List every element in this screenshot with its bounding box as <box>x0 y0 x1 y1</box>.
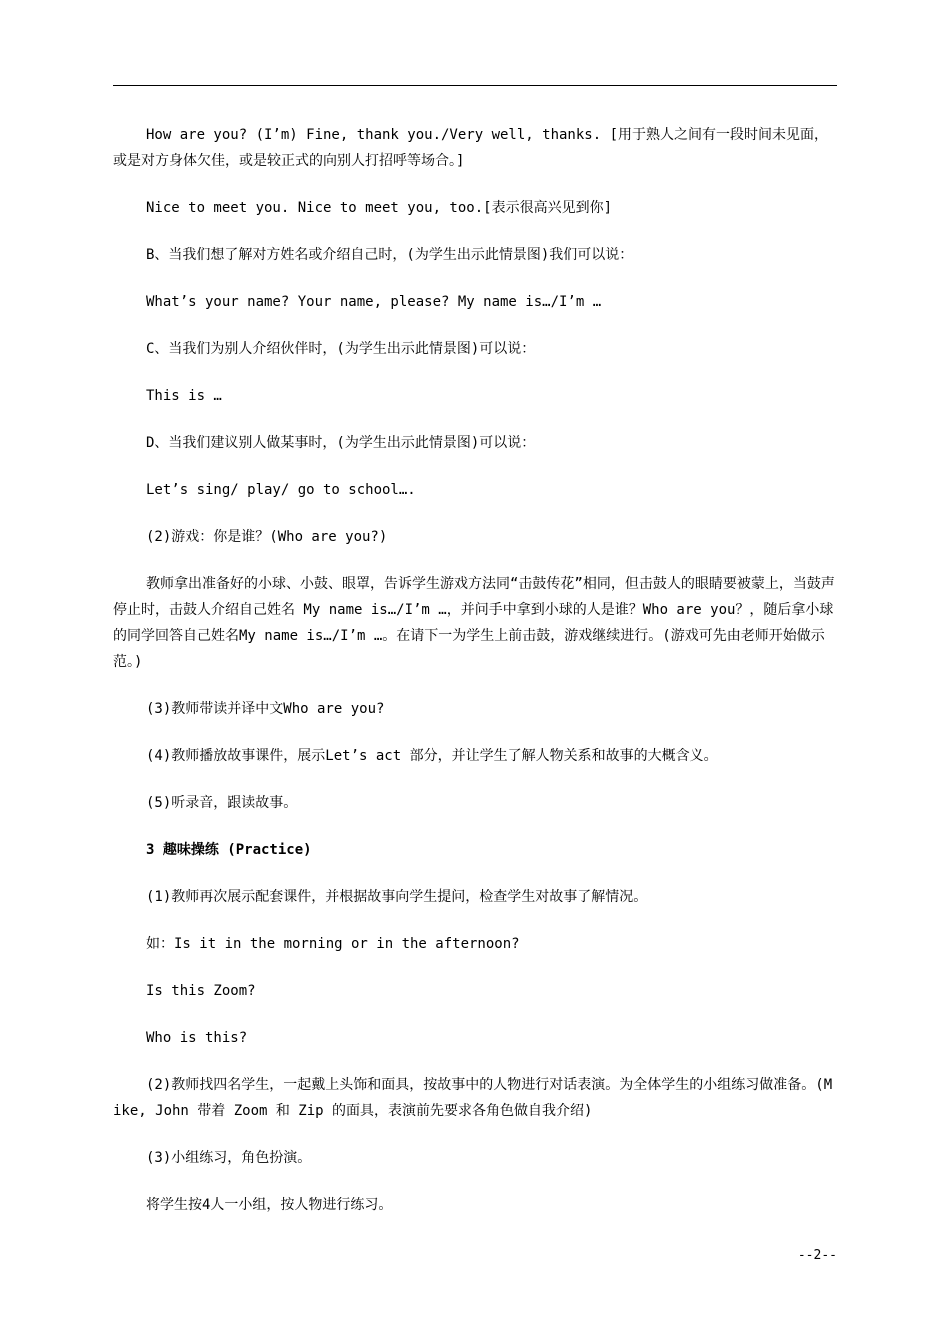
paragraph-this-is: This is … <box>146 388 222 404</box>
paragraph-whats-your-name: What’s your name? Your name, please? My name is…/I’m … <box>146 294 602 310</box>
paragraph-game-title: (2)游戏：你是谁？(Who are you?) <box>146 529 388 545</box>
paragraph-group-practice: 将学生按4人一小组，按人物进行练习。 <box>146 1197 393 1213</box>
paragraph-step-4: (4)教师播放故事课件，展示Let’s act 部分，并让学生了解人物关系和故事的大概含义。 <box>146 748 718 764</box>
paragraph-section-d: D、当我们建议别人做某事时，(为学生出示此情景图)可以说： <box>146 435 536 451</box>
document-body <box>113 122 837 1218</box>
paragraph-practice-2: (2)教师找四名学生，一起戴上头饰和面具，按故事中的人物进行对话表演。为全体学生的小组练习做准备。(Mike, John 带着 Zoom 和 Zip 的面具，表演前先要求各角色做自我介绍) <box>113 1077 833 1119</box>
paragraph-question-who: Who is this? <box>146 1030 248 1046</box>
paragraph-section-c: C、当我们为别人介绍伙伴时，(为学生出示此情景图)可以说： <box>146 341 536 357</box>
header-rule <box>113 85 837 86</box>
paragraph-lets-sing: Let’s sing/ play/ go to school…. <box>146 482 416 498</box>
paragraph-nice-to-meet-you: Nice to meet you. Nice to meet you, too.[表示很高兴见到你] <box>146 200 613 216</box>
paragraph-question-morning: 如：Is it in the morning or in the afternoon? <box>146 936 520 952</box>
paragraph-practice-3: (3)小组练习，角色扮演。 <box>146 1150 312 1166</box>
paragraph-step-3: (3)教师带读并译中文Who are you? <box>146 701 385 717</box>
paragraph-step-5: (5)听录音，跟读故事。 <box>146 795 298 811</box>
paragraph-practice-1: (1)教师再次展示配套课件，并根据故事向学生提问，检查学生对故事了解情况。 <box>146 889 648 905</box>
page-number: --2-- <box>797 1248 837 1263</box>
paragraph-question-zoom: Is this Zoom? <box>146 983 256 999</box>
section-heading-practice: 3 趣味操练 (Practice) <box>146 842 312 858</box>
paragraph-game-instructions: 教师拿出准备好的小球、小鼓、眼罩，告诉学生游戏方法同“击鼓传花”相同，但击鼓人的眼睛要被蒙上，当鼓声停止时，击鼓人介绍自己姓名 My name is…/I’m …，并问手中拿到小球的人是谁？Who are you？，随后拿小球的同学回答自己姓名My name is…/I’m …。在请下一为学生上前击鼓，游戏继续进行。(游戏可先由老师开始做示范。) <box>113 576 835 670</box>
paragraph-section-b: B、当我们想了解对方姓名或介绍自己时，(为学生出示此情景图)我们可以说： <box>146 247 634 263</box>
paragraph-how-are-you: How are you? (I’m) Fine, thank you./Very well, thanks. [用于熟人之间有一段时间未见面，或是对方身体欠佳，或是较正式的向别人打招呼等场合。] <box>113 127 829 169</box>
